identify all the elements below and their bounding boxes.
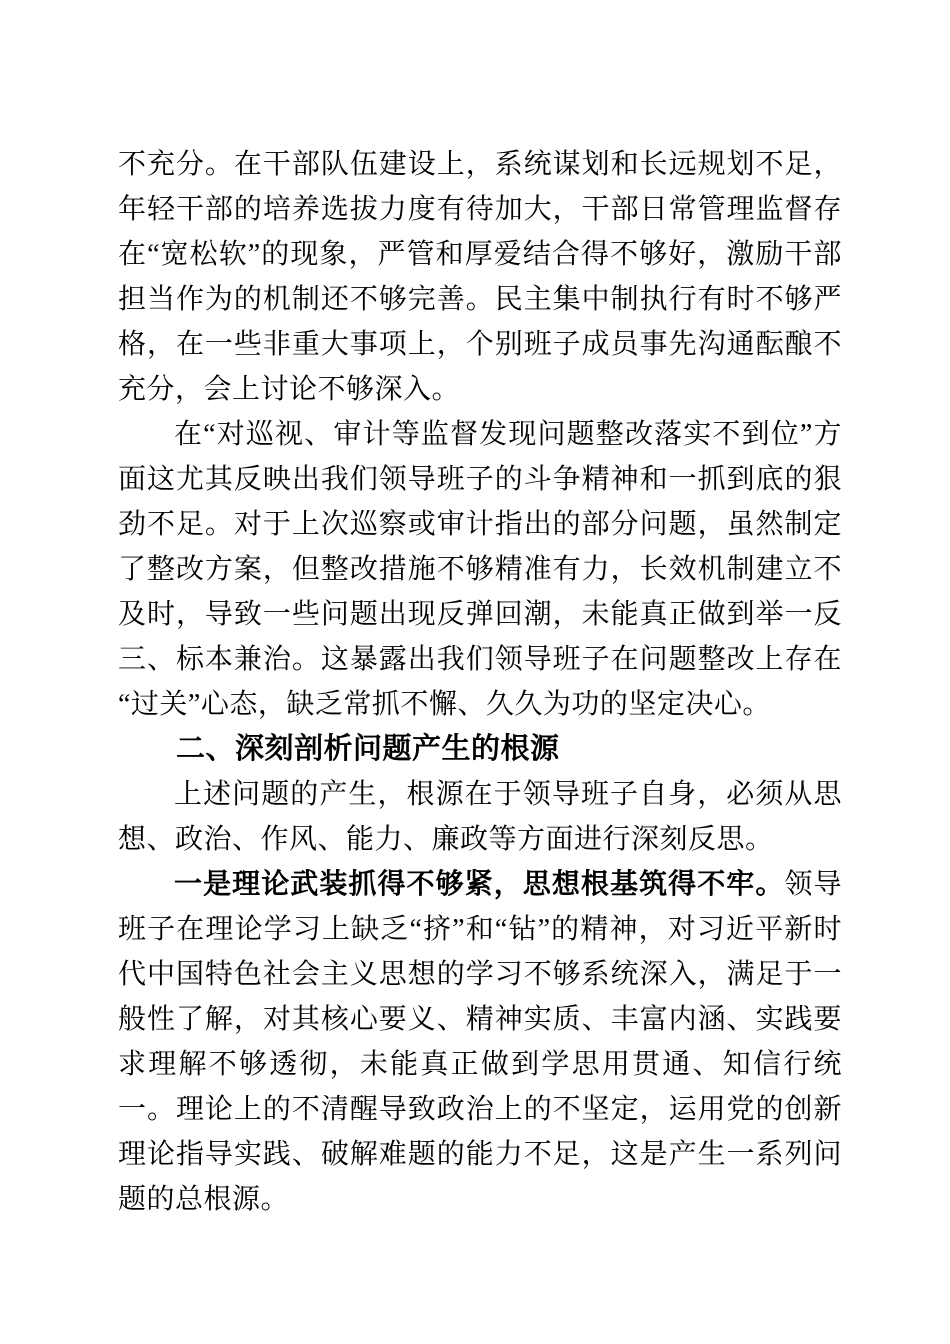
text-run: 上述问题的产生，根源在于领导班子自身，必须从思想、政治、作风、能力、廉政等方面进行深刻反思。 bbox=[118, 779, 842, 855]
section-heading bbox=[118, 727, 842, 772]
text-run: 领导班子在理论学习上缺乏“挤”和“钻”的精神，对习近平新时代中国特色社会主义思想的学习不够系统深入，满足于一般性了解，对其核心要义、精神实质、丰富内涵、实践要求理解不够透彻，未能真正做到学思用贯通、知信行统一。理论上的不清醒导致政治上的不坚定，运用党的创新理论指导实践、破解难题的能力不足，这是产生一系列问题的总根源。 bbox=[118, 869, 842, 1215]
body-paragraph bbox=[118, 142, 842, 412]
body-paragraph bbox=[118, 772, 842, 862]
body-paragraph bbox=[118, 862, 842, 1222]
bold-text-run: 二、深刻剖析问题产生的根源 bbox=[176, 733, 560, 765]
bold-text-run: 一是理论武装抓得不够紧，思想根基筑得不牢。 bbox=[174, 869, 785, 900]
document-text-area bbox=[118, 142, 842, 1222]
text-run: 不充分。在干部队伍建设上，系统谋划和长远规划不足，年轻干部的培养选拔力度有待加大，干部日常管理监督存在“宽松软”的现象，严管和厚爱结合得不够好，激励干部担当作为的机制还不够完善。民主集中制执行有时不够严格，在一些非重大事项上，个别班子成员事先沟通酝酿不充分，会上讨论不够深入。 bbox=[118, 149, 842, 405]
text-run: 在“对巡视、审计等监督发现问题整改落实不到位”方面这尤其反映出我们领导班子的斗争精神和一抓到底的狠劲不足。对于上次巡察或审计指出的部分问题，虽然制定了整改方案，但整改措施不够精准有力，长效机制建立不及时，导致一些问题出现反弹回潮，未能真正做到举一反三、标本兼治。这暴露出我们领导班子在问题整改上存在“过关”心态，缺乏常抓不懈、久久为功的坚定决心。 bbox=[118, 419, 842, 720]
body-paragraph bbox=[118, 412, 842, 727]
